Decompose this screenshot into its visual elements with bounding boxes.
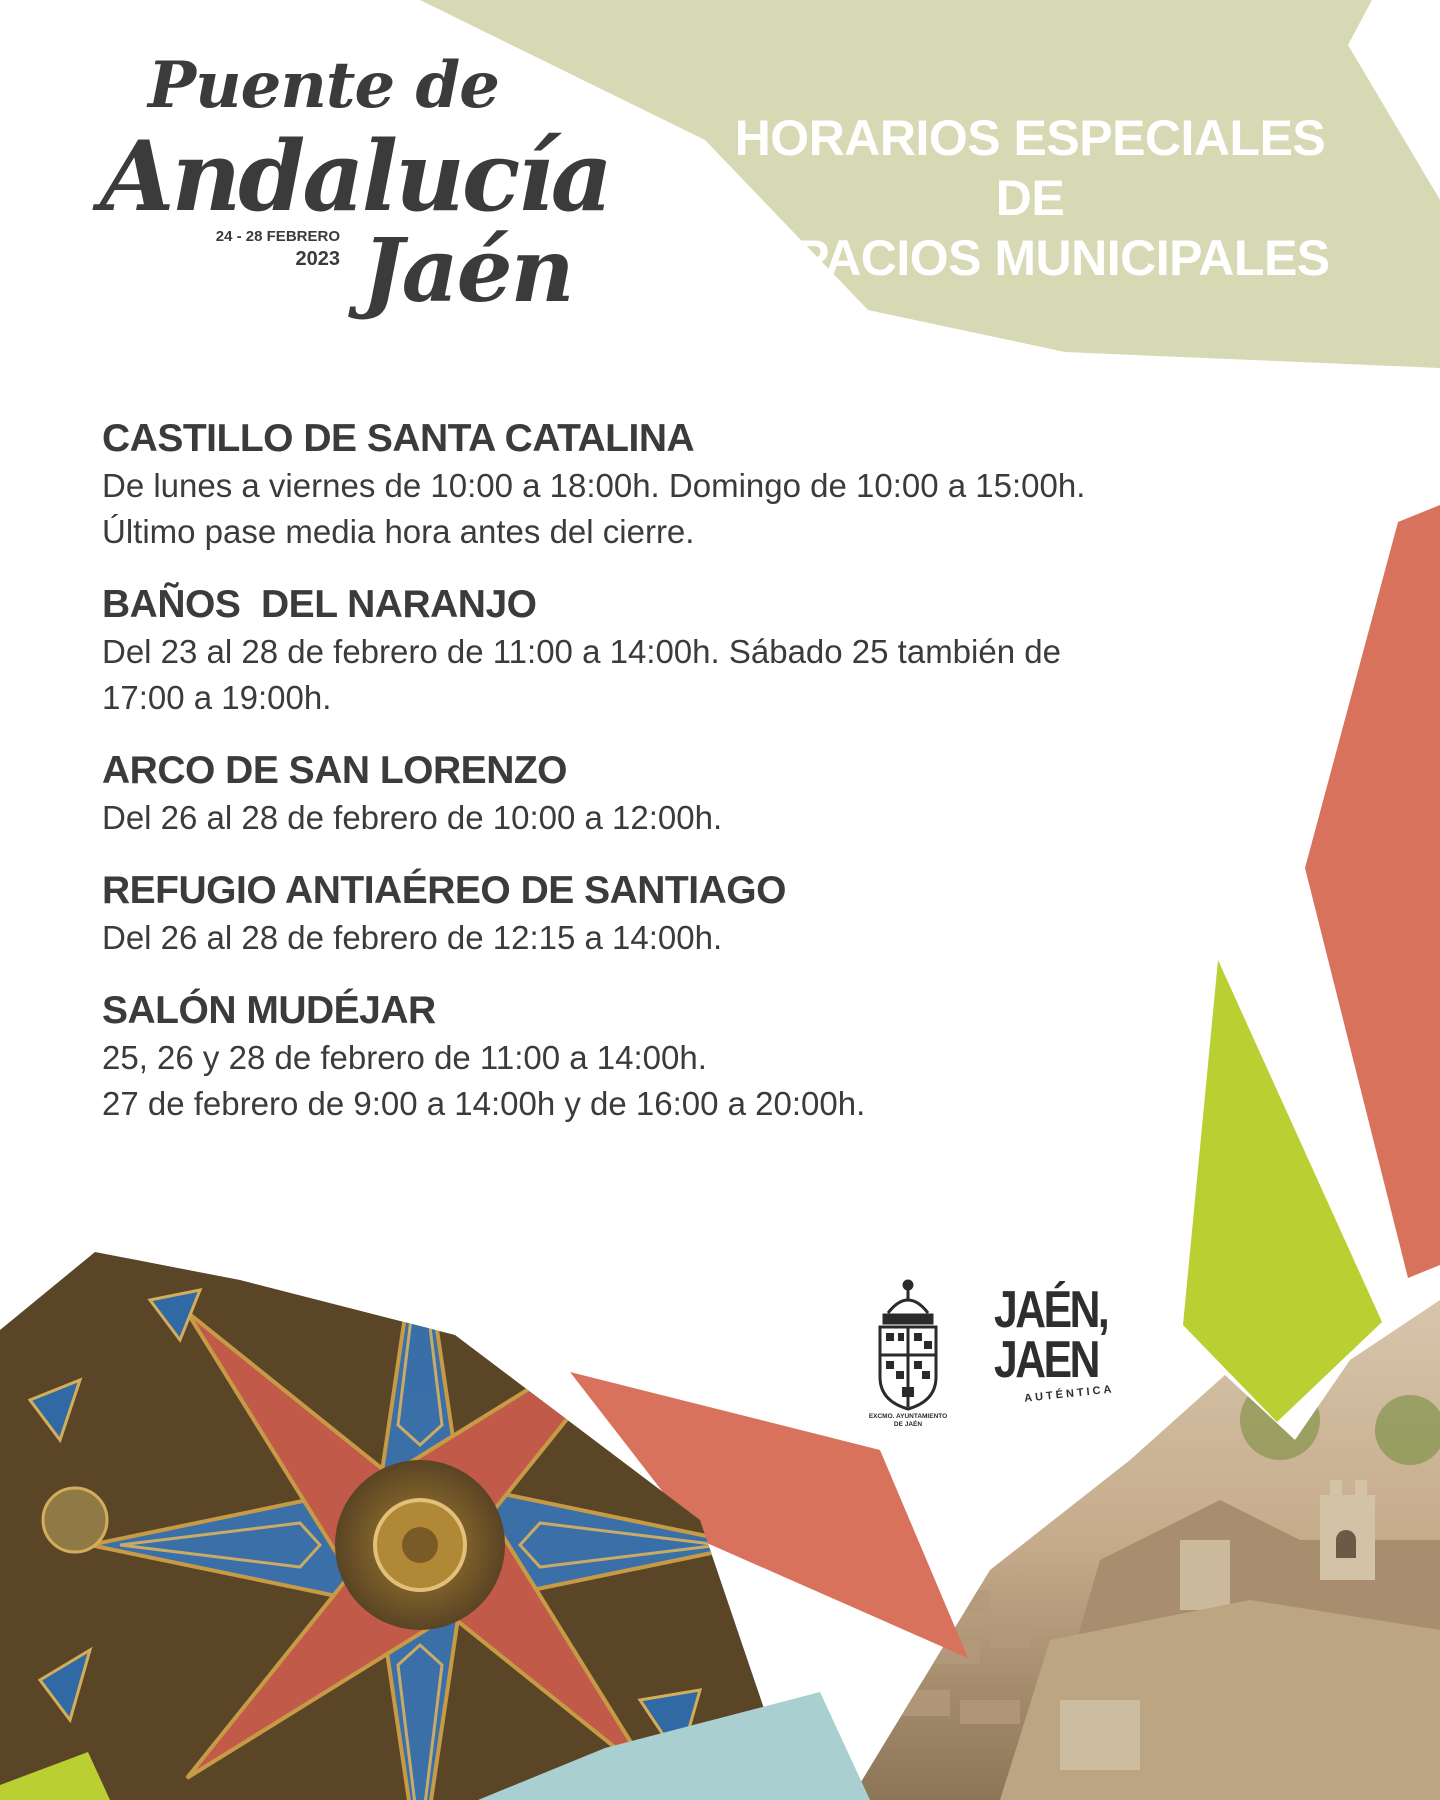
schedule-list — [102, 415, 1222, 1153]
sponsor-logos — [858, 1275, 1138, 1435]
venue-hours: Del 26 al 28 de febrero de 10:00 a 12:00h. — [102, 799, 723, 836]
jaen-autentica-logo — [994, 1281, 1134, 1405]
page-title — [700, 108, 1360, 288]
crest-caption-line2: DE JAÉN — [893, 1421, 923, 1428]
venue-castillo — [102, 415, 1222, 555]
brand-line2: JAEN — [994, 1331, 1098, 1389]
venue-name: SALÓN MUDÉJAR — [102, 989, 436, 1032]
venue-hours: 17:00 a 19:00h. — [102, 679, 332, 716]
crest-caption — [848, 1413, 968, 1429]
logo-year: 2023 — [295, 248, 340, 270]
page-title-line2: ESPACIOS MUNICIPALES — [730, 230, 1330, 286]
brand-sub: AUTÉNTICA — [1023, 1383, 1115, 1405]
venue-salon — [102, 987, 1222, 1127]
logo-line-andalucia: Andalucía — [100, 120, 610, 233]
venue-name: ARCO DE SAN LORENZO — [102, 749, 568, 792]
venue-name: CASTILLO DE SANTA CATALINA — [102, 417, 695, 460]
page-title-line1: HORARIOS ESPECIALES DE — [734, 110, 1326, 226]
venue-refugio — [102, 867, 1222, 961]
event-logo — [100, 40, 610, 330]
logo-line-puente: Puente de — [148, 48, 499, 123]
logo-date-range: 24 - 28 FEBRERO — [215, 228, 340, 245]
venue-hours: 25, 26 y 28 de febrero de 11:00 a 14:00h. — [102, 1039, 707, 1076]
venue-name: REFUGIO ANTIAÉREO DE SANTIAGO — [102, 869, 786, 912]
brand-line1: JAÉN, — [994, 1281, 1108, 1339]
venue-hours: Del 26 al 28 de febrero de 12:15 a 14:00h. — [102, 919, 723, 956]
venue-hours: Del 23 al 28 de febrero de 11:00 a 14:00h. Sábado 25 también de — [102, 633, 1061, 670]
logo-line-jaen: Jaén — [362, 218, 573, 322]
terracotta-shape-right — [1305, 505, 1440, 1278]
venue-name: BAÑOS DEL NARANJO — [102, 583, 537, 626]
crest-caption-line1: EXCMO. AYUNTAMIENTO — [868, 1413, 948, 1420]
star-ceiling-photo — [0, 1215, 800, 1800]
logo-dates — [190, 226, 340, 270]
venue-arco — [102, 747, 1222, 841]
venue-banos — [102, 581, 1222, 721]
city-crest-icon — [858, 1275, 958, 1425]
venue-hours: 27 de febrero de 9:00 a 14:00h y de 16:00 a 20:00h. — [102, 1085, 866, 1122]
venue-note: Último pase media hora antes del cierre. — [102, 513, 695, 550]
venue-hours: De lunes a viernes de 10:00 a 18:00h. Domingo de 10:00 a 15:00h. — [102, 467, 1086, 504]
